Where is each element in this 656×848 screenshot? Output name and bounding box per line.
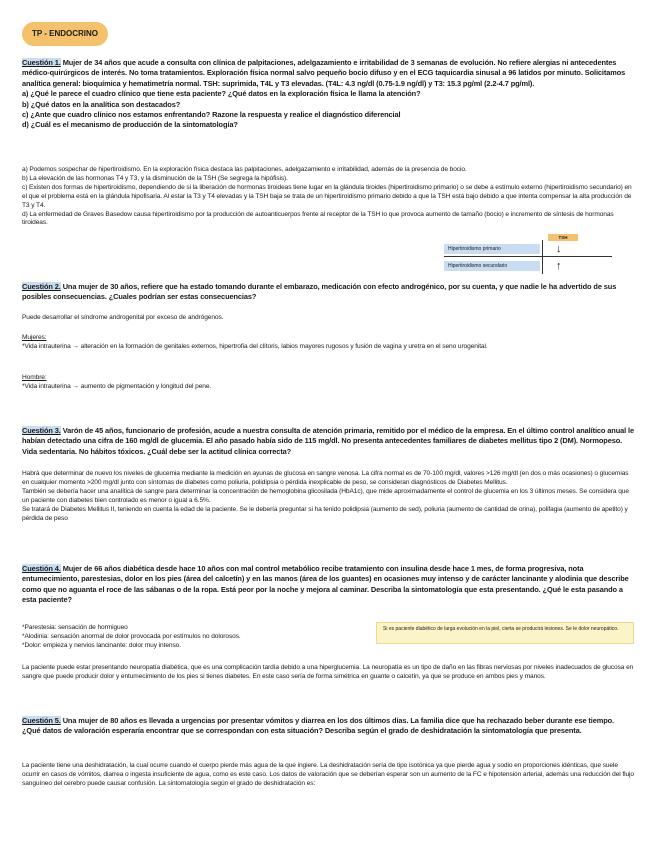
question-2-case: Una mujer de 30 años, refiere que ha estado tomando durante el embarazo, medicación con efecto androgénico, por su cuenta, y que nadie le ha advertido de sus posibles consecuencias. ¿Cuales podrían ser estas consecuencias? (22, 282, 617, 302)
question-1-label: Cuestión 1. (22, 58, 61, 67)
symptom-paresthesia: *Parestesia: sensación de hormigueo (22, 624, 128, 631)
men-heading: Hombre: (22, 374, 47, 381)
tsh-row-secondary: Hipertiroidismo secundario (444, 261, 540, 271)
question-2-label: Cuestión 2. (22, 282, 61, 291)
sticky-note: Si es paciente diabético de larga evolución en la piel, cierta se producirá lesiones. Se le dolor neuropático. (376, 622, 634, 644)
arrow-down-icon: ↓ (556, 243, 562, 255)
question-1-statement (22, 58, 634, 89)
question-2-statement (22, 282, 634, 303)
arrow-up-icon: ↑ (556, 260, 562, 272)
question-1d: d) ¿Cuál es el mecanismo de producción de la sintomatología? (22, 120, 238, 130)
tsh-table-header: TSH (548, 234, 578, 241)
symptom-allodynia: *Alodinia: sensación anormal de dolor provocada por estímulos no dolorosos. (22, 632, 241, 640)
question-4-label: Cuestión 4. (22, 564, 61, 573)
answer-4 (22, 664, 634, 682)
answer-1a: a) Podemos sospechar de hipertiroidismo. En la exploración física destaca las palpitaciones, adelgazamiento e irritabilidad, además de la presencia de bocio. (22, 166, 467, 173)
answer-2 (22, 314, 634, 323)
answer-4-text: La paciente puede estar presentando neuropatía diabética, que es una complicación tardía debido a una hiperglucemia. La neuropatía es un tipo de daño en las fibras nerviosas por niveles inadecuados de glucosa en sangre que puede producir dolor y entumecimiento de los pies si tienes diabetes. En este caso sería de forma simétrica en guante o calcetín, ya que se produce en ambos pies y manos. (22, 664, 634, 680)
question-3 (22, 426, 634, 457)
answer-1 (22, 166, 634, 228)
question-3-label: Cuestión 3. (22, 426, 61, 435)
answer-2-intro: Puede desarrollar el síndrome androgenital por exceso de andrógenos. (22, 314, 224, 321)
table-divider-vertical (542, 240, 543, 274)
question-1b: b) ¿Qué datos en la analítica son destacados? (22, 99, 181, 109)
answer-4-symptoms (22, 624, 362, 651)
table-divider-horizontal (444, 256, 612, 257)
women-text: *Vida intrauterina → alteración en la formación de genitales externos, hipertrofia del clítoris, labios mayores rugosos y fusión de vagina y uretra en el seno urogenital. (22, 342, 488, 350)
question-5 (22, 716, 634, 737)
tsh-table (444, 234, 612, 274)
answer-5 (22, 762, 634, 789)
answer-1d: d) La enfermedad de Graves Basedow causa hipertiroidismo por la producción de autoanticuerpos frente al receptor de la TSH lo que provoca aumento de tamaño (bocio) e incremento de síntesis de hormonas tiroideas. (22, 210, 614, 227)
question-4-statement (22, 564, 634, 606)
question-4-case: Mujer de 66 años diabética desde hace 10 años con mal control metabólico recibe tratamiento con insulina desde hace 1 mes, de forma progresiva, nota entumecimiento, parestesias, dolor en los pies (área del calcetín) y en las manos (área de los guantes) en ocasiones muy intenso y de carácter lancinante y alodinia que describe como que no aguanta el roce de las sábanas o de la ropa. Está peor por la noche y mejora al caminar. Describa la sintomatología que esta presentando. ¿Qué le esta pasando a esta paciente? (22, 564, 629, 605)
question-3-statement (22, 426, 634, 457)
document-title: TP - ENDOCRINO (22, 22, 108, 46)
question-1-case: Mujer de 34 años que acude a consulta con clínica de palpitaciones, adelgazamiento e irritabilidad de 3 semanas de evolución. No refiere alergias ni antecedentes médico-quirúrgicos de interés. No toma tratamientos. Exploración física normal salvo pequeño bocio difuso y en el ECG taquicardia sinusal a 96 latidos por minuto. Solicitamos analítica general: bioquímica y hematimetría normal. TSH: suprimida, T4L y T3 elevadas. (T4L: 4.3 ng/dl (0.75-1.9 ng/dl) y T3: 15.3 pg/ml (2.2-4.7 pg/ml). (22, 58, 626, 88)
question-1 (22, 58, 634, 131)
question-3-case: Varón de 45 años, funcionario de profesión, acude a nuestra consulta de atención primaria, remitido por el médico de la empresa. En el último control analítico anual le habían detectado una cifra de 160 mg/dl de glucemia. El año pasado había sido de 115 mg/dl. No presenta antecedentes familiares de diabetes mellitus tipo 2 (DM). Normopeso. Vida sedentaria. No hábitos tóxicos. ¿Cuál debe ser la actitud clínica correcta? (22, 426, 635, 456)
answer-2-women (22, 334, 634, 352)
question-1c: c) ¿Ante que cuadro clínico nos estamos enfrentando? Razone la respuesta y realice el diagnóstico diferencial (22, 110, 401, 120)
question-2 (22, 282, 634, 303)
question-1a: a) ¿Qué le parece el cuadro clínico que tiene esta paciente? ¿Qué datos en la exploración física le llama la atención? (22, 89, 421, 99)
women-heading: Mujeres: (22, 334, 47, 341)
answer-3-p3: Se tratará de Diabetes Mellitus II, teniendo en cuenta la edad de la paciente. Se le debería preguntar si ha tenido polidipsia (aumento de sed), poliuria (aumento de cantidad de orina), polifagia (aumento de apetito) y pérdida de peso (22, 505, 628, 522)
symptom-pain: *Dolor: empieza y nervios lancinante: dolor muy intenso. (22, 641, 181, 649)
answer-5-text: La paciente tiene una deshidratación, la cual ocurre cuando el cuerpo pierde más agua de la que ingiere. La deshidratación sería de tipo isotónica ya que pierde agua y sodio en proporciones idénticas, que suele ocurrir en casos de vómitos, diarrea o ingesta insuficiente de agua, como es este caso. Los datos de valoración que se deberían esperar son un aumento de la FC e hipotensión arterial, además una reducción del flujo sanguíneo del cerebro puede causar confusión. La sintomatología según el grado de deshidratación es: (22, 762, 634, 787)
question-4 (22, 564, 634, 606)
tsh-row-primary: Hipertiroidismo primario (444, 244, 540, 254)
answer-1c: c) Existen dos formas de hipertiroidismo, dependiendo de si la liberación de hormonas tiroideas tiene lugar en la glándula tiroides (hipertiroidismo primario) o se debe a estímulo externo (hipertiroidismo secundario) en el que el problema está en la glándula hipofisaria. Al estar la T3 y T4 elevadas y la TSH baja se trata de un hipertiroidismo primario debido a que la TSH está bajo debido a que intenta compensar la alta producción de T3 y T4. (22, 183, 632, 209)
question-5-case: Una mujer de 80 años es llevada a urgencias por presentar vómitos y diarrea en los dos últimos días. La familia dice que ha rechazado beber durante ese tiempo. ¿Qué datos de valoración esperaría encontrar que se correspondan con esta situación? Describa según el grado de deshidratación la sintomatología que presenta. (22, 716, 615, 736)
question-5-label: Cuestión 5. (22, 716, 61, 725)
answer-3 (22, 470, 634, 523)
answer-1b: b) La elevación de las hormonas T4 y T3, y la disminución de la TSH (Se segrega la hipófisis). (22, 174, 288, 182)
answer-3-p1: Habrá que determinar de nuevo los niveles de glucemia mediante la medición en ayunas de glucosa en sangre venosa. La cifra normal es de 70-100 mg/dl, valores >126 mg/dl (en dos o más ocasiones) o glucemias en cualquier momento >200 mg/dl junto con síntomas de diabetes como poliuria, polidipsia o pérdida inexplicable de peso, se consideran diagnósticos de Diabetes Mellitus. (22, 470, 629, 486)
question-5-statement (22, 716, 634, 737)
men-text: *Vida intrauterina → aumento de pigmentación y longitud del pene. (22, 382, 212, 390)
answer-2-men (22, 374, 634, 392)
answer-3-p2: También se debería hacer una analítica de sangre para determinar la concentración de hemoglobina glicosilada (HbA1c), que mide aproximadamente el control de glucemia en los 3 últimos meses. Se considera que un paciente con diabetes bien controlado es menor o igual a 6.5%. (22, 487, 629, 504)
